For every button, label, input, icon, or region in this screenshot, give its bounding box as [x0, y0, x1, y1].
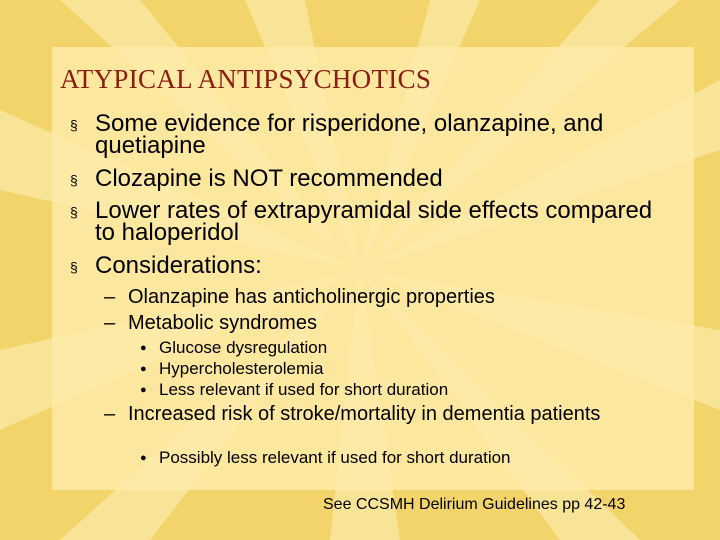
dot-bullet-icon: ●	[140, 342, 147, 354]
bullet-text: Considerations:	[95, 252, 262, 279]
sub-bullet-text: Increased risk of stroke/mortality in dementia patients	[128, 403, 601, 425]
square-bullet-icon: §	[70, 117, 78, 133]
reference-note: See CCSMH Delirium Guidelines pp 42-43	[323, 496, 626, 513]
slide-title: ATYPICAL ANTIPSYCHOTICS	[60, 64, 432, 94]
sub-bullet-text: Metabolic syndromes	[128, 312, 317, 334]
sub-bullet-text: Olanzapine has anticholinergic properties	[128, 286, 495, 308]
dot-bullet-icon: ●	[140, 452, 147, 464]
sub-sub-bullet-text: Hypercholesterolemia	[159, 359, 324, 378]
sub-sub-bullet-text: Glucose dysregulation	[159, 338, 328, 357]
square-bullet-icon: §	[70, 204, 78, 220]
dot-bullet-icon: ●	[140, 384, 147, 396]
sub-sub-bullet-text: Less relevant if used for short duration	[159, 380, 449, 399]
bullet-text: Some evidence for risperidone, olanzapine, and quetiapine	[95, 110, 604, 159]
square-bullet-icon: §	[70, 172, 78, 188]
dash-bullet-icon: –	[104, 286, 116, 308]
dot-bullet-icon: ●	[140, 363, 147, 375]
dash-bullet-icon: –	[104, 312, 116, 334]
dash-bullet-icon: –	[104, 403, 116, 425]
sub-sub-bullet-text: Possibly less relevant if used for short duration	[159, 448, 511, 467]
bullet-text: Clozapine is NOT recommended	[95, 165, 443, 192]
square-bullet-icon: §	[70, 259, 78, 275]
bullet-text: Lower rates of extrapyramidal side effects compared to haloperidol	[95, 197, 653, 246]
